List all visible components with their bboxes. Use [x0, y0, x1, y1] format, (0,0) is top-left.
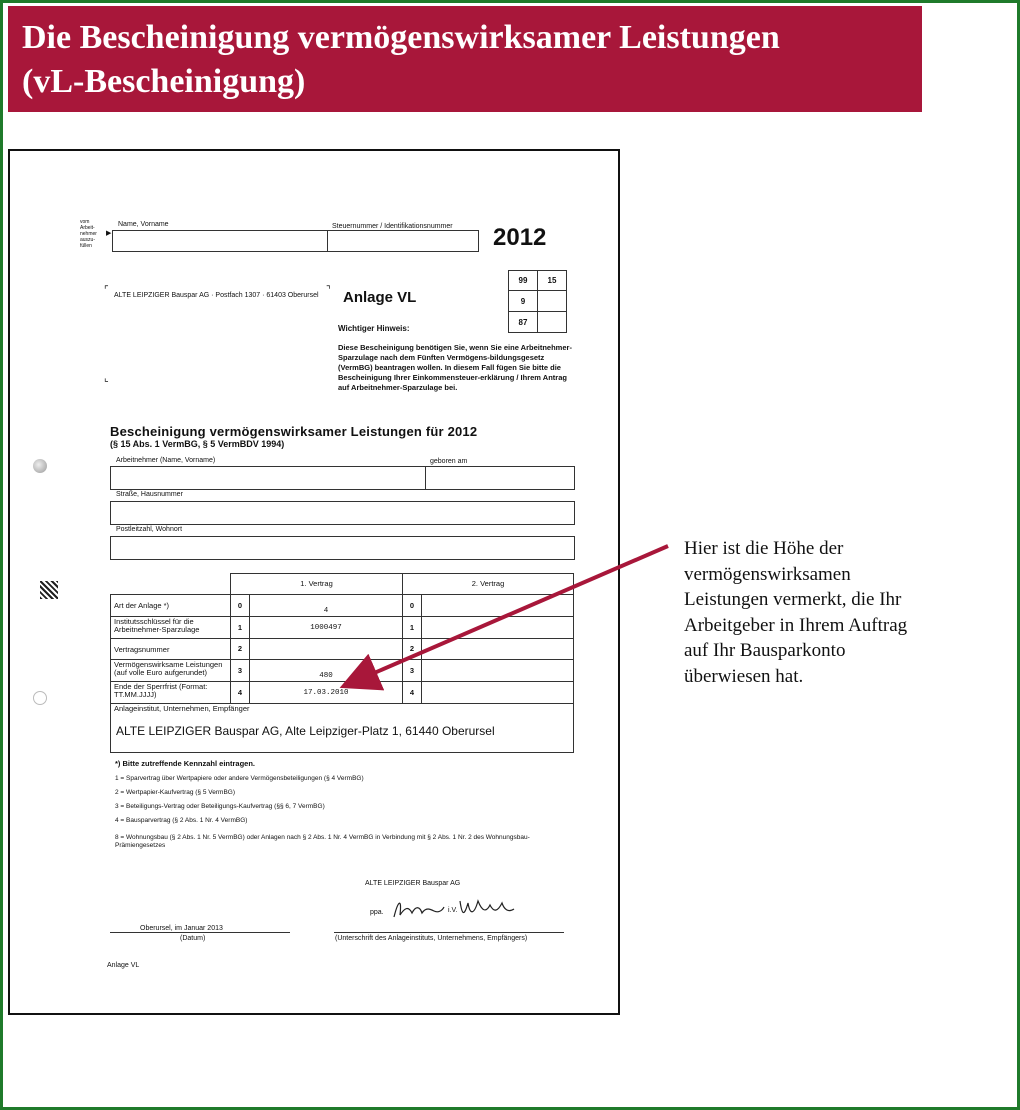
row-kz: 4 — [230, 681, 250, 704]
row-label: Vermögenswirksame Leistungen (auf volle Euro aufgerundet) — [110, 659, 231, 682]
annotation-text — [684, 536, 984, 689]
bracket-tl: ⌜ — [104, 285, 109, 296]
institute-label: Anlageinstitut, Unternehmen, Empfänger — [114, 704, 250, 713]
signer-company: ALTE LEIPZIGER Bauspar AG — [365, 880, 461, 887]
row-kz-2: 3 — [402, 659, 422, 682]
annotation-line: auf Ihr Bausparkonto — [684, 640, 846, 661]
row-kz: 3 — [230, 659, 250, 682]
hinweis-title: Wichtiger Hinweis: — [338, 324, 410, 333]
form-heading: Bescheinigung vermögenswirksamer Leistungen für 2012 — [110, 424, 478, 439]
row-value-1: 4 — [249, 594, 403, 617]
row-kz: 0 — [230, 594, 250, 617]
row-kz-2: 4 — [402, 681, 422, 704]
pointer-icon: ▶ — [106, 230, 112, 237]
employee-label: Arbeitnehmer (Name, Vorname) — [116, 457, 216, 464]
born-label: geboren am — [430, 458, 468, 465]
legend-title: *) Bitte zutreffende Kennzahl eintragen. — [115, 759, 256, 768]
row-kz-2: 0 — [402, 594, 422, 617]
row-kz-2: 1 — [402, 616, 422, 639]
legend-item: 8 = Wohnungsbau (§ 2 Abs. 1 Nr. 5 VermBG) oder Anlagen nach § 2 Abs. 1 Nr. 4 VermBG in Verbindung mit § 2 Abs. 1 Nr. 2 des Wohnungsbau-Prämiengesetzes — [115, 834, 530, 849]
row-label: Vertragsnummer — [110, 638, 231, 660]
place-date: Oberursel, im Januar 2013 — [140, 925, 223, 932]
zip-label: Postleitzahl, Wohnort — [116, 526, 183, 533]
annotation-line: überwiesen hat. — [684, 665, 804, 687]
row-kz: 2 — [230, 638, 250, 660]
kz-cell: 87 — [508, 311, 538, 333]
date-label: (Datum) — [180, 935, 206, 942]
institute-value: ALTE LEIPZIGER Bauspar AG, Alte Leipziger-Platz 1, 61440 Oberursel — [116, 724, 495, 738]
corner-label: füllen — [80, 243, 92, 249]
annotation-line: Arbeitgeber in Ihrem Auftrag — [684, 614, 908, 636]
kz-cell: 99 — [508, 270, 538, 291]
row-value-1: 480 — [249, 659, 403, 682]
corner-label: vom — [80, 219, 90, 225]
title-line-2: (vL-Bescheinigung) — [22, 63, 306, 100]
row-kz-2: 2 — [402, 638, 422, 660]
corner-label: auszu- — [80, 237, 96, 243]
annotation-line: vermögenswirksamen — [684, 563, 851, 585]
sender-address: ALTE LEIPZIGER Bauspar AG · Postfach 1307 · 61403 Oberursel — [114, 292, 319, 299]
row-kz: 1 — [230, 616, 250, 639]
row-label: Ende der Sperrfrist (Format: TT.MM.JJJJ) — [110, 681, 231, 704]
annotation-line: Leistungen vermerkt, die Ihr — [684, 589, 902, 610]
ppa-label: ppa. — [370, 909, 384, 916]
row-value-1: 17.03.2010 — [249, 681, 403, 704]
street-label: Straße, Hausnummer — [116, 491, 183, 498]
kz-cell: 9 — [508, 290, 538, 312]
corner-label: Arbeit- — [80, 225, 95, 231]
legend-item: 3 = Beteiligungs-Vertrag oder Beteiligungs-Kaufvertrag (§§ 6, 7 VermBG) — [115, 803, 325, 810]
form-subheading: (§ 15 Abs. 1 VermBG, § 5 VermBDV 1994) — [110, 439, 285, 449]
legend-item: 4 = Bausparvertrag (§ 2 Abs. 1 Nr. 4 VermBG) — [115, 817, 248, 824]
anlage-title: Anlage VL — [343, 289, 417, 306]
row-value-1: 1000497 — [249, 616, 403, 639]
legend-item: 2 = Wertpapier-Kaufvertrag (§ 5 VermBG) — [115, 789, 235, 796]
name-label: Name, Vorname — [118, 221, 169, 228]
year: 2012 — [493, 224, 547, 251]
annotation-line: Hier ist die Höhe der — [684, 538, 844, 559]
contract1-header: 1. Vertrag — [230, 573, 403, 595]
footer-label: Anlage VL — [107, 962, 140, 969]
iv-label: i.V. — [448, 907, 458, 914]
contract2-header: 2. Vertrag — [402, 573, 574, 595]
bracket-bl: ⌞ — [104, 373, 109, 384]
hinweis-text: Diese Bescheinigung benötigen Sie, wenn Sie eine Arbeitnehmer-Sparzulage nach dem Fünften Vermögens-bildungsgesetz (VermBG) beantragen wollen. In diesem Fall fügen Sie bitte die Bescheinigung Ihrer Einkommensteuer-erklärung / Ihrem Antrag auf Arbeitnehmer-Sparzulage bei. — [338, 343, 572, 392]
tax-label: Steuernummer / Identifikationsnummer — [332, 223, 453, 230]
bracket-tr: ⌝ — [326, 285, 331, 296]
corner-label: nehmer — [80, 231, 97, 237]
title-line-1: Die Bescheinigung vermögenswirksamer Leistungen — [22, 19, 780, 56]
signature-label: (Unterschrift des Anlageinstituts, Unternehmens, Empfängers) — [335, 935, 528, 942]
row-label: Institutsschlüssel für die Arbeitnehmer-Sparzulage — [110, 616, 231, 639]
row-label: Art der Anlage *) — [110, 594, 231, 617]
kz-cell: 15 — [537, 270, 567, 291]
legend-item: 1 = Sparvertrag über Wertpapiere oder andere Vermögensbeteiligungen (§ 4 VermBG) — [115, 775, 364, 782]
